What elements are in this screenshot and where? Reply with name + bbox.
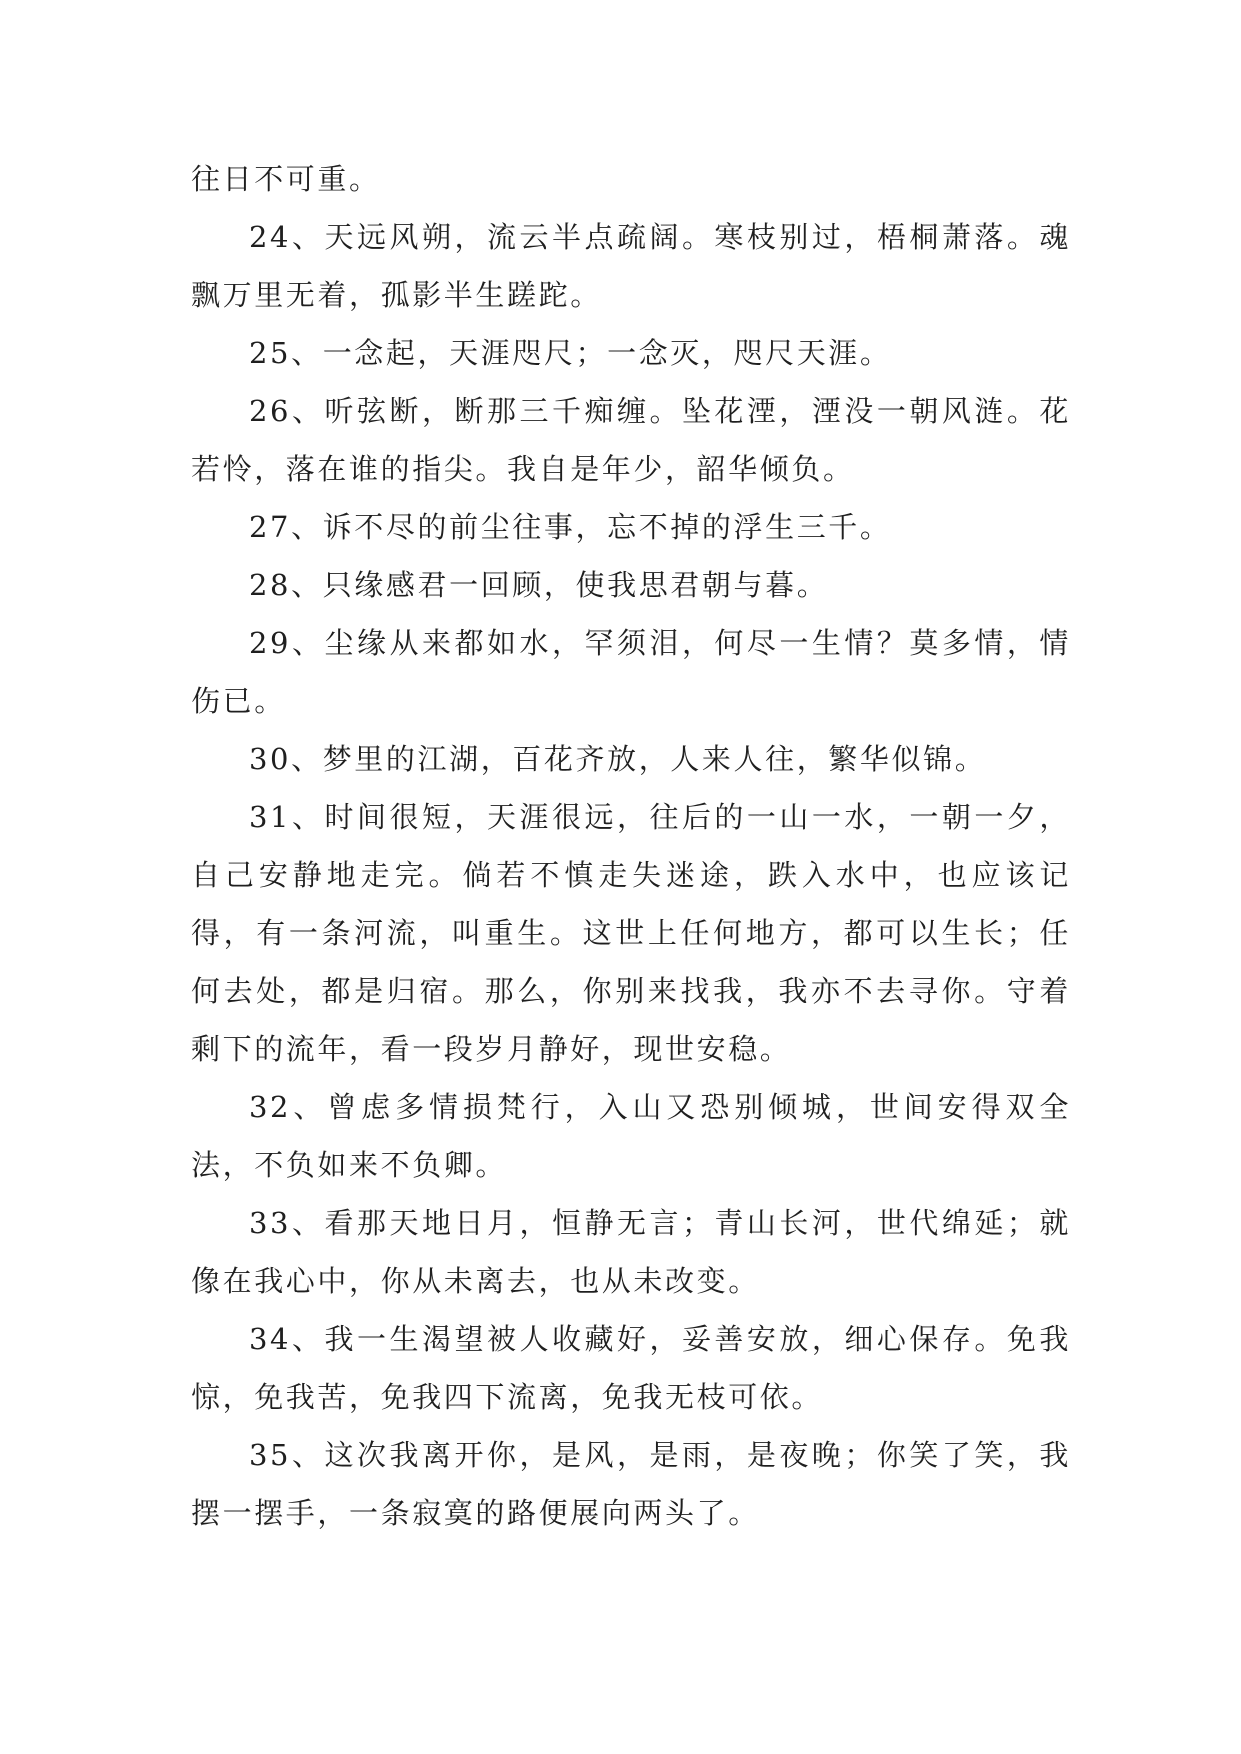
document-body bbox=[191, 150, 1071, 1542]
paragraph-item-24: 24、天远风朔，流云半点疏阔。寒枝别过，梧桐萧落。魂飘万里无着，孤影半生蹉跎。 bbox=[191, 220, 1071, 312]
paragraph-item-28: 28、只缘感君一回顾，使我思君朝与暮。 bbox=[249, 568, 829, 602]
paragraph-item-30: 30、梦里的江湖，百花齐放，人来人往，繁华似锦。 bbox=[249, 742, 987, 776]
paragraph-continuation: 往日不可重。 bbox=[191, 162, 381, 196]
paragraph-item-29: 29、尘缘从来都如水，罕须泪，何尽一生情？莫多情，情伤已。 bbox=[191, 626, 1071, 718]
paragraph-item-27: 27、诉不尽的前尘往事，忘不掉的浮生三千。 bbox=[249, 510, 892, 544]
paragraph-item-25: 25、一念起，天涯咫尺；一念灭，咫尺天涯。 bbox=[249, 336, 892, 370]
paragraph-item-32: 32、曾虑多情损梵行，入山又恐别倾城，世间安得双全法，不负如来不负卿。 bbox=[191, 1090, 1071, 1182]
paragraph-item-26: 26、听弦断，断那三千痴缠。坠花湮，湮没一朝风涟。花若怜，落在谁的指尖。我自是年少，韶华倾负。 bbox=[191, 394, 1071, 486]
paragraph-item-35: 35、这次我离开你，是风，是雨，是夜晚；你笑了笑，我摆一摆手，一条寂寞的路便展向两头了。 bbox=[191, 1438, 1071, 1530]
paragraph-item-31: 31、时间很短，天涯很远，往后的一山一水，一朝一夕，自己安静地走完。倘若不慎走失迷途，跌入水中，也应该记得，有一条河流，叫重生。这世上任何地方，都可以生长；任何去处，都是归宿。那么，你别来找我，我亦不去寻你。守着剩下的流年，看一段岁月静好，现世安稳。 bbox=[191, 800, 1071, 1066]
paragraph-item-33: 33、看那天地日月，恒静无言；青山长河，世代绵延；就像在我心中，你从未离去，也从未改变。 bbox=[191, 1206, 1071, 1298]
paragraph-item-34: 34、我一生渴望被人收藏好，妥善安放，细心保存。免我惊，免我苦，免我四下流离，免我无枝可依。 bbox=[191, 1322, 1071, 1414]
